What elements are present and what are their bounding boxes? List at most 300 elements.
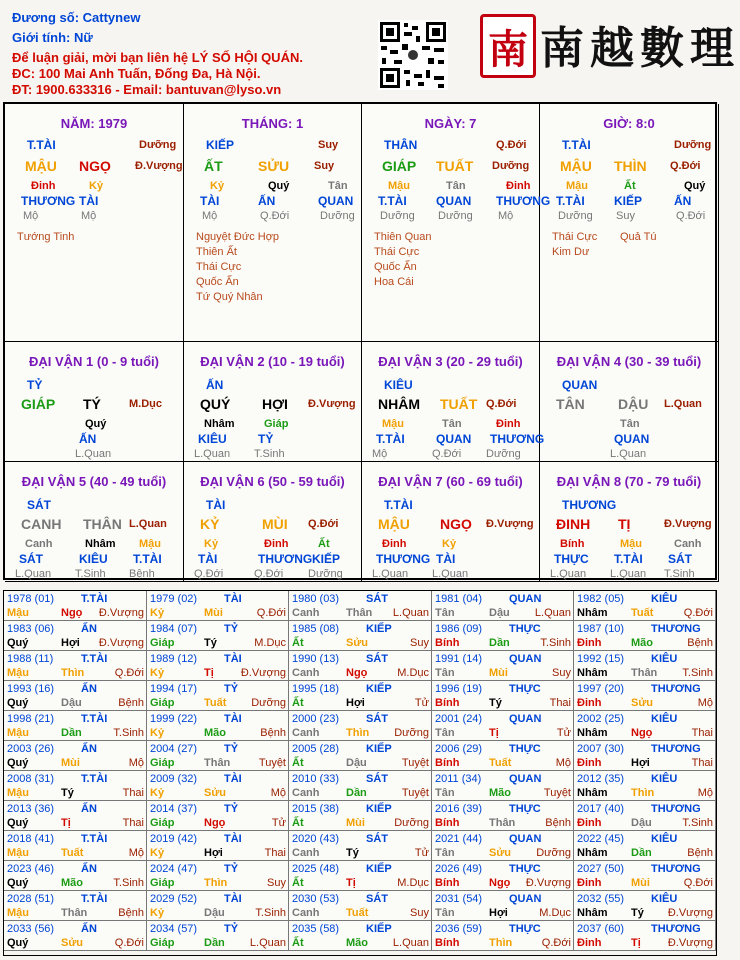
year-state: Suy: [552, 667, 571, 679]
year-stem: Nhâm: [577, 787, 608, 799]
year-stem: Ất: [292, 877, 304, 889]
pillar-god: KIẾP: [206, 138, 235, 152]
year-god: KIÊU: [651, 773, 678, 785]
year-state: T.Sinh: [113, 877, 144, 889]
year-branch: Mão: [631, 637, 653, 649]
year-stem: Ất: [292, 697, 304, 709]
year-branch: Tị: [631, 937, 641, 949]
luck-hidden-god: SÁT: [668, 552, 692, 566]
year-label: 2019 (42): [150, 833, 198, 845]
year-stem: Đinh: [577, 877, 602, 889]
year-cell[interactable]: [432, 591, 574, 621]
year-label: 2034 (57): [150, 923, 198, 935]
year-branch: Tý: [61, 787, 74, 799]
year-cell[interactable]: [574, 891, 716, 921]
year-god: KIÊU: [651, 713, 678, 725]
luck-hidden-god: THƯƠNG: [490, 432, 545, 446]
luck-god: THƯƠNG: [562, 498, 617, 512]
luck-hidden-stem: Mậu: [139, 538, 161, 550]
year-branch: Sửu: [489, 847, 512, 859]
luck-hidden-state: Q.Đới: [432, 448, 462, 460]
year-label: 1982 (05): [577, 593, 625, 605]
year-state: Đ.Vượng: [667, 907, 713, 919]
year-cell[interactable]: [289, 741, 432, 771]
year-god: TÀI: [224, 713, 242, 725]
year-cell[interactable]: [4, 681, 147, 711]
year-cell[interactable]: [574, 771, 716, 801]
year-state: Tuyệt: [401, 757, 429, 769]
year-branch: Ngọ: [61, 607, 83, 619]
year-stem: Quý: [7, 877, 29, 889]
luck-god: T.TÀI: [384, 498, 413, 512]
year-cell[interactable]: [147, 801, 289, 831]
year-cell[interactable]: [4, 801, 147, 831]
year-label: 1978 (01): [7, 593, 55, 605]
year-stem: Canh: [292, 907, 320, 919]
luck-stem: MẬU: [378, 516, 410, 532]
year-label: 1979 (02): [150, 593, 198, 605]
year-state: T.Sinh: [255, 907, 286, 919]
year-cell[interactable]: [574, 651, 716, 681]
year-branch: Mùi: [489, 667, 508, 679]
year-label: 2035 (58): [292, 923, 340, 935]
year-label: 1994 (17): [150, 683, 198, 695]
pillar-god: T.TÀI: [562, 138, 591, 152]
year-cell[interactable]: [289, 801, 432, 831]
year-cell[interactable]: [289, 891, 432, 921]
year-branch: Thân: [204, 757, 231, 769]
year-state: Thai: [691, 727, 713, 739]
luck-hidden-stem: Đinh: [264, 538, 289, 550]
star-label: Hoa Cái: [374, 276, 414, 288]
year-stem: Đinh: [577, 817, 602, 829]
year-cell[interactable]: [432, 621, 574, 651]
year-branch: Tị: [61, 817, 71, 829]
pillar-stem-state: Dưỡng: [139, 139, 177, 151]
year-state: Q.Đới: [683, 607, 713, 619]
year-god: TÀI: [224, 773, 242, 785]
year-cell[interactable]: [4, 771, 147, 801]
year-branch: Dậu: [346, 757, 367, 769]
year-god: QUAN: [509, 653, 542, 665]
year-cell[interactable]: [432, 741, 574, 771]
luck-hidden-stem: Quý: [85, 418, 107, 430]
year-stem: Canh: [292, 847, 320, 859]
year-cell[interactable]: [289, 921, 432, 951]
year-stem: Mậu: [7, 667, 29, 679]
luck-hidden-god: T.TÀI: [376, 432, 405, 446]
year-cell[interactable]: [432, 861, 574, 891]
year-branch: Mùi: [631, 877, 650, 889]
star-label: Quốc Ấn: [196, 276, 239, 288]
year-god: T.TÀI: [81, 713, 108, 725]
year-label: 1986 (09): [435, 623, 483, 635]
year-cell[interactable]: [574, 741, 716, 771]
hidden-god: TÀI: [200, 194, 220, 208]
luck-branch: NGỌ: [440, 516, 472, 532]
year-branch: Mùi: [346, 817, 365, 829]
year-state: Mộ: [128, 757, 144, 769]
year-god: KIÊU: [651, 833, 678, 845]
year-cell[interactable]: [147, 741, 289, 771]
year-cell[interactable]: [147, 591, 289, 621]
year-stem: Đinh: [577, 757, 602, 769]
year-cell[interactable]: [289, 831, 432, 861]
hidden-state: Dưỡng: [320, 210, 355, 222]
year-cell[interactable]: [289, 771, 432, 801]
star-label: Kim Dư: [552, 246, 590, 258]
luck-title: ĐẠI VẬN 7 (60 - 69 tuổi): [378, 474, 523, 489]
pillar-cell[interactable]: [184, 104, 362, 342]
year-state: Mộ: [128, 847, 144, 859]
year-state: Dưỡng: [251, 697, 286, 709]
year-branch: Tuất: [204, 697, 227, 709]
year-cell[interactable]: [432, 681, 574, 711]
year-state: Bệnh: [118, 907, 144, 919]
year-cell[interactable]: [432, 711, 574, 741]
year-label: 2004 (27): [150, 743, 198, 755]
year-branch: Ngọ: [489, 877, 511, 889]
pillar-stem-state: Suy: [318, 139, 339, 151]
year-cell[interactable]: [147, 651, 289, 681]
luck-hidden-stem: Đinh: [496, 418, 521, 430]
luck-hidden-stem: Canh: [674, 538, 702, 550]
year-branch: Sửu: [346, 637, 369, 649]
year-god: QUAN: [509, 893, 542, 905]
year-god: KIÊU: [651, 653, 678, 665]
year-state: Mộ: [555, 757, 571, 769]
pillar-title: NGÀY: 7: [424, 116, 477, 131]
year-label: 2003 (26): [7, 743, 55, 755]
luck-god: ẤN: [206, 378, 224, 392]
year-state: Bệnh: [118, 697, 144, 709]
year-cell[interactable]: [432, 771, 574, 801]
year-label: 1999 (22): [150, 713, 198, 725]
year-label: 2002 (25): [577, 713, 625, 725]
year-stem: Canh: [292, 787, 320, 799]
luck-cell[interactable]: [5, 342, 184, 462]
hidden-god: ẤN: [674, 194, 692, 208]
year-stem: Kỷ: [150, 607, 165, 619]
hidden-state: Dưỡng: [558, 210, 593, 222]
luck-branch: THÂN: [83, 516, 122, 532]
year-branch: Dậu: [61, 697, 82, 709]
year-stem: Canh: [292, 607, 320, 619]
year-god: ẤN: [81, 623, 97, 635]
year-state: Bệnh: [260, 727, 286, 739]
luck-state: M.Dục: [129, 398, 162, 410]
pillar-stem: MẬU: [560, 158, 592, 174]
year-cell[interactable]: [147, 771, 289, 801]
year-god: TỶ: [224, 683, 239, 695]
year-god: T.TÀI: [81, 773, 108, 785]
luck-hidden-god: T.TÀI: [133, 552, 162, 566]
year-god: QUAN: [509, 713, 542, 725]
header: [0, 0, 740, 100]
hidden-state: Q.Đới: [260, 210, 290, 222]
year-branch: Dậu: [631, 817, 652, 829]
year-god: SÁT: [366, 833, 388, 845]
year-state: Suy: [410, 907, 429, 919]
year-god: T.TÀI: [81, 893, 108, 905]
year-branch: Tuất: [346, 907, 369, 919]
year-cell[interactable]: [432, 801, 574, 831]
year-stem: Nhâm: [577, 667, 608, 679]
year-stem: Mậu: [7, 727, 29, 739]
luck-hidden-stem: Kỷ: [204, 538, 219, 550]
luck-hidden-stem: Mậu: [382, 418, 404, 430]
year-stem: Đinh: [577, 937, 602, 949]
luck-hidden-god: TÀI: [198, 552, 218, 566]
year-state: Mộ: [697, 787, 713, 799]
pillar-stem-state: Dưỡng: [674, 139, 712, 151]
year-branch: Hợi: [346, 697, 365, 709]
year-stem: Bính: [435, 817, 460, 829]
year-god: T.TÀI: [81, 653, 108, 665]
hidden-stem: Đinh: [31, 180, 56, 192]
year-branch: Dần: [204, 937, 225, 949]
luck-hidden-god: SÁT: [19, 552, 43, 566]
luck-stem: KỶ: [200, 516, 220, 532]
hidden-state: Mộ: [202, 210, 218, 222]
luck-title: ĐẠI VẬN 6 (50 - 59 tuổi): [200, 474, 345, 489]
hidden-stem: Mậu: [566, 180, 588, 192]
year-stem: Quý: [7, 937, 29, 949]
year-cell[interactable]: [147, 711, 289, 741]
annual-luck-table: [3, 590, 717, 956]
year-state: Mộ: [270, 787, 286, 799]
year-stem: Nhâm: [577, 907, 608, 919]
year-state: Thai: [264, 847, 286, 859]
year-label: 1989 (12): [150, 653, 198, 665]
year-cell[interactable]: [289, 861, 432, 891]
year-cell[interactable]: [432, 651, 574, 681]
year-cell[interactable]: [574, 621, 716, 651]
year-branch: Thìn: [489, 937, 513, 949]
year-god: TỶ: [224, 803, 239, 815]
year-cell[interactable]: [574, 801, 716, 831]
year-cell[interactable]: [432, 891, 574, 921]
year-stem: Giáp: [150, 877, 175, 889]
year-cell[interactable]: [4, 891, 147, 921]
year-branch: Tý: [204, 637, 217, 649]
year-label: 2022 (45): [577, 833, 625, 845]
year-stem: Tân: [435, 787, 455, 799]
year-cell[interactable]: [4, 831, 147, 861]
year-state: Tuyệt: [258, 757, 286, 769]
hidden-stem: Kỷ: [89, 180, 104, 192]
year-cell[interactable]: [4, 591, 147, 621]
year-cell[interactable]: [4, 621, 147, 651]
year-cell[interactable]: [289, 711, 432, 741]
luck-cell[interactable]: [362, 342, 545, 462]
year-label: 1985 (08): [292, 623, 340, 635]
year-god: THỰC: [509, 743, 541, 755]
hidden-state: Dưỡng: [438, 210, 473, 222]
year-branch: Hợi: [61, 637, 80, 649]
year-branch: Hợi: [631, 757, 650, 769]
luck-hidden-state: Q.Đới: [194, 568, 224, 580]
year-label: 2024 (47): [150, 863, 198, 875]
year-stem: Bính: [435, 757, 460, 769]
year-cell[interactable]: [4, 921, 147, 951]
year-god: THƯƠNG: [651, 923, 701, 935]
luck-cell[interactable]: [184, 462, 362, 582]
year-god: TỶ: [224, 743, 239, 755]
year-god: ẤN: [81, 743, 97, 755]
year-label: 1997 (20): [577, 683, 625, 695]
year-cell[interactable]: [574, 831, 716, 861]
year-cell[interactable]: [147, 831, 289, 861]
luck-hidden-stem: Kỷ: [442, 538, 457, 550]
year-branch: Thìn: [204, 877, 228, 889]
year-label: 2020 (43): [292, 833, 340, 845]
year-cell[interactable]: [4, 861, 147, 891]
pillar-stem-state: Q.Đới: [496, 139, 527, 151]
year-stem: Bính: [435, 877, 460, 889]
year-cell[interactable]: [289, 651, 432, 681]
year-state: Thai: [549, 697, 571, 709]
luck-state: Q.Đới: [486, 398, 517, 410]
luck-hidden-state: T.Sinh: [254, 448, 285, 460]
luck-cell[interactable]: [184, 342, 362, 462]
year-cell[interactable]: [432, 921, 574, 951]
year-cell[interactable]: [147, 681, 289, 711]
year-branch: Tị: [204, 667, 214, 679]
year-state: Q.Đới: [114, 937, 144, 949]
pillar-cell[interactable]: [5, 104, 184, 342]
year-branch: Tý: [489, 697, 502, 709]
year-cell[interactable]: [574, 921, 716, 951]
year-god: ẤN: [81, 923, 97, 935]
pillar-cell[interactable]: [540, 104, 719, 342]
qr-code[interactable]: [378, 20, 448, 90]
year-label: 2000 (23): [292, 713, 340, 725]
luck-cell[interactable]: [540, 462, 719, 582]
year-stem: Giáp: [150, 757, 175, 769]
hidden-god: T.TÀI: [378, 194, 407, 208]
luck-hidden-state: L.Quan: [75, 448, 112, 460]
year-branch: Dần: [489, 637, 510, 649]
year-cell[interactable]: [147, 921, 289, 951]
year-label: 2015 (38): [292, 803, 340, 815]
luck-branch: DẬU: [618, 396, 649, 412]
year-god: SÁT: [366, 713, 388, 725]
year-cell[interactable]: [574, 711, 716, 741]
luck-cell[interactable]: [362, 462, 540, 582]
year-label: 1990 (13): [292, 653, 340, 665]
year-cell[interactable]: [4, 651, 147, 681]
year-god: THỰC: [509, 863, 541, 875]
year-stem: Nhâm: [577, 607, 608, 619]
year-god: THƯƠNG: [651, 863, 701, 875]
luck-title: ĐẠI VẬN 3 (20 - 29 tuổi): [378, 354, 523, 369]
luck-hidden-state: L.Quan: [194, 448, 231, 460]
year-cell[interactable]: [574, 591, 716, 621]
year-state: M.Dục: [397, 667, 429, 679]
year-cell[interactable]: [4, 711, 147, 741]
year-cell[interactable]: [574, 861, 716, 891]
year-stem: Mậu: [7, 907, 29, 919]
luck-hidden-god: ẤN: [79, 432, 97, 446]
year-stem: Đinh: [577, 637, 602, 649]
year-god: SÁT: [366, 653, 388, 665]
year-branch: Mùi: [204, 607, 223, 619]
luck-stem: CANH: [21, 516, 62, 532]
luck-god: TÀI: [206, 498, 226, 512]
luck-hidden-god: TỶ: [258, 432, 274, 446]
hidden-god: ẤN: [258, 194, 276, 208]
year-branch: Tuất: [61, 847, 84, 859]
year-label: 1998 (21): [7, 713, 55, 725]
star-label: Nguyệt Đức Hợp: [196, 231, 280, 243]
year-cell[interactable]: [289, 621, 432, 651]
year-state: L.Quan: [534, 607, 571, 619]
year-cell[interactable]: [289, 681, 432, 711]
year-label: 2021 (44): [435, 833, 483, 845]
pillar-cell[interactable]: [362, 104, 551, 342]
luck-title: ĐẠI VẬN 5 (40 - 49 tuổi): [21, 474, 167, 489]
luck-hidden-state: L.Quan: [610, 448, 647, 460]
star-label: Thiên Ất: [196, 246, 237, 258]
star-label: Tứ Quý Nhân: [196, 291, 263, 303]
luck-hidden-stem: Giáp: [264, 418, 289, 430]
star-label: Quốc Ấn: [374, 261, 417, 273]
year-god: TỶ: [224, 863, 239, 875]
luck-cell[interactable]: [5, 462, 184, 582]
year-god: KIẾP: [366, 683, 392, 695]
year-branch: Dậu: [489, 607, 510, 619]
pillar-title: THÁNG: 1: [241, 116, 304, 131]
luck-hidden-god: KIÊU: [79, 552, 108, 566]
luck-hidden-god: QUAN: [436, 432, 472, 446]
year-branch: Ngọ: [631, 727, 653, 739]
year-label: 2013 (36): [7, 803, 55, 815]
year-branch: Tị: [346, 877, 356, 889]
hidden-god: TÀI: [79, 194, 99, 208]
year-cell[interactable]: [147, 861, 289, 891]
year-cell[interactable]: [4, 741, 147, 771]
year-state: Q.Đới: [114, 667, 144, 679]
year-state: Đ.Vượng: [240, 667, 286, 679]
year-cell[interactable]: [432, 831, 574, 861]
year-stem: Nhâm: [577, 847, 608, 859]
year-branch: Mão: [346, 937, 368, 949]
pillar-branch-state: Q.Đới: [670, 160, 701, 172]
year-cell[interactable]: [147, 891, 289, 921]
year-cell[interactable]: [147, 621, 289, 651]
luck-hidden-god: THƯƠNG: [376, 552, 431, 566]
year-label: 2016 (39): [435, 803, 483, 815]
luck-state: L.Quan: [129, 518, 167, 530]
hidden-state: Suy: [616, 210, 635, 222]
luck-cell[interactable]: [540, 342, 719, 462]
year-branch: Thìn: [631, 787, 655, 799]
year-stem: Giáp: [150, 937, 175, 949]
year-cell[interactable]: [574, 681, 716, 711]
year-label: 2018 (41): [7, 833, 55, 845]
year-label: 2010 (33): [292, 773, 340, 785]
luck-hidden-god: THƯƠNG: [258, 552, 313, 566]
star-label: Tướng Tinh: [17, 231, 75, 243]
pillar-stem: ẤT: [204, 158, 223, 174]
year-god: THƯƠNG: [651, 803, 701, 815]
year-cell[interactable]: [289, 591, 432, 621]
year-stem: Tân: [435, 907, 455, 919]
year-state: Tuyệt: [401, 787, 429, 799]
year-state: M.Dục: [397, 877, 429, 889]
luck-title: ĐẠI VẬN 4 (30 - 39 tuổi): [556, 354, 702, 369]
